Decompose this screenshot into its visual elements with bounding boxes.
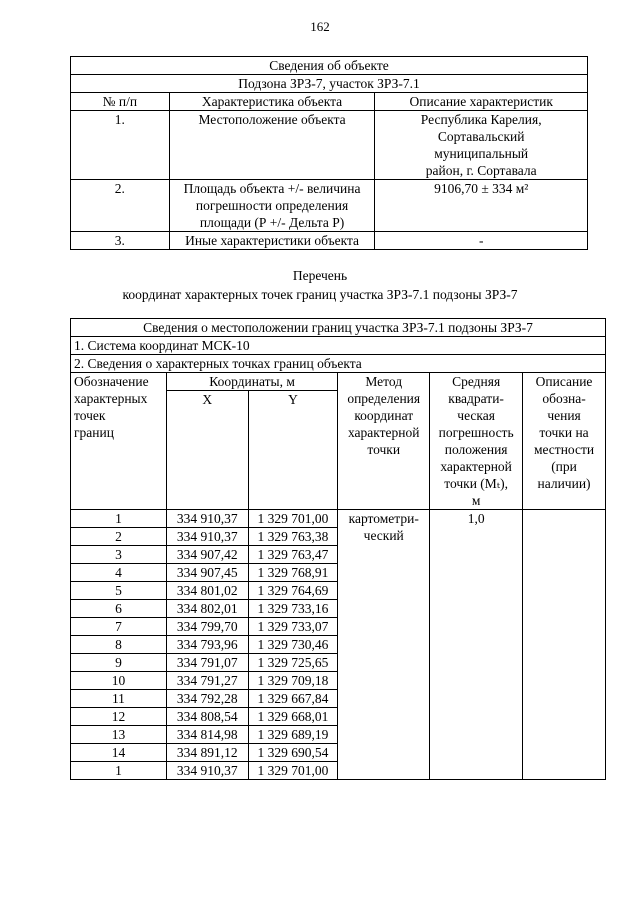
- point-id: 5: [71, 582, 167, 600]
- point-id: 10: [71, 672, 167, 690]
- object-info-row: [71, 180, 588, 232]
- description-line: муниципальный: [434, 146, 529, 161]
- point-x: 334 802,01: [166, 600, 248, 618]
- error-header-line: положения: [444, 442, 508, 457]
- object-info-subtitle: Подзона ЗРЗ-7, участок ЗРЗ-7.1: [71, 75, 588, 93]
- description-header-line: чения: [547, 408, 581, 423]
- point-y: 1 329 768,91: [248, 564, 338, 582]
- point-y: 1 329 667,84: [248, 690, 338, 708]
- description-header-line: местности: [533, 442, 595, 457]
- row-description: [375, 111, 588, 180]
- description-line: район, г. Сортавала: [425, 163, 537, 178]
- point-id: 6: [71, 600, 167, 618]
- header-number: № п/п: [71, 93, 170, 111]
- col-x: X: [166, 391, 248, 510]
- header-characteristic: Характеристика объекта: [169, 93, 375, 111]
- coords-title-row: [71, 319, 606, 337]
- characteristic-line: Площадь объекта +/- величина: [183, 181, 361, 196]
- method-value-line: картометри-: [348, 511, 419, 526]
- row-characteristic: [169, 111, 375, 180]
- object-info-table: [70, 56, 588, 250]
- point-y: 1 329 764,69: [248, 582, 338, 600]
- point-x: 334 910,37: [166, 528, 248, 546]
- col-y: Y: [248, 391, 338, 510]
- designation-header-line: границ: [74, 425, 114, 440]
- method-header-line: характерной: [347, 425, 420, 440]
- point-y: 1 329 763,38: [248, 528, 338, 546]
- object-info-subtitle-row: [71, 75, 588, 93]
- point-y: 1 329 689,19: [248, 726, 338, 744]
- object-info-row: [71, 232, 588, 250]
- point-id: 1: [71, 510, 167, 528]
- designation-header-line: характерных: [74, 391, 148, 406]
- coords-system: 1. Система координат МСК-10: [71, 337, 606, 355]
- point-id: 2: [71, 528, 167, 546]
- point-y: 1 329 668,01: [248, 708, 338, 726]
- description-header-line: (при: [551, 459, 577, 474]
- point-x: 334 808,54: [166, 708, 248, 726]
- point-row: [71, 510, 606, 528]
- point-y: 1 329 733,16: [248, 600, 338, 618]
- method-header-line: Метод: [365, 374, 403, 389]
- row-description: [375, 180, 588, 232]
- coords-points-header-row: [71, 355, 606, 373]
- point-x: 334 891,12: [166, 744, 248, 762]
- coords-points-header: 2. Сведения о характерных точках границ объекта: [71, 355, 606, 373]
- page-number: 162: [310, 19, 330, 34]
- point-y: 1 329 709,18: [248, 672, 338, 690]
- object-info-row: [71, 111, 588, 180]
- designation-header-line: Обозначение: [74, 374, 149, 389]
- point-id: 12: [71, 708, 167, 726]
- point-id: 3: [71, 546, 167, 564]
- point-x: 334 907,45: [166, 564, 248, 582]
- point-error: 1,0: [430, 510, 523, 780]
- point-x: 334 907,42: [166, 546, 248, 564]
- col-designation: [71, 373, 167, 510]
- point-y: 1 329 730,46: [248, 636, 338, 654]
- point-x: 334 791,27: [166, 672, 248, 690]
- error-header-line: квадрати-: [448, 391, 504, 406]
- error-header-line: погрешность: [438, 425, 514, 440]
- description-header-line: наличии): [537, 476, 591, 491]
- description-line: -: [478, 233, 484, 248]
- point-x: 334 792,28: [166, 690, 248, 708]
- point-x: 334 814,98: [166, 726, 248, 744]
- description-header-line: точки на: [539, 425, 589, 440]
- error-header-line: точки (Mₜ),: [444, 476, 509, 491]
- col-point-description: [523, 373, 606, 510]
- characteristic-line: Местоположение объекта: [198, 112, 346, 127]
- coords-system-row: [71, 337, 606, 355]
- point-id: 11: [71, 690, 167, 708]
- point-y: 1 329 733,07: [248, 618, 338, 636]
- col-method: [338, 373, 430, 510]
- characteristic-line: Иные характеристики объекта: [185, 233, 360, 248]
- point-y: 1 329 701,00: [248, 510, 338, 528]
- header-description: Описание характеристик: [375, 93, 588, 111]
- designation-header-line: точек: [74, 408, 106, 423]
- point-x: 334 799,70: [166, 618, 248, 636]
- object-info-header-row: [71, 93, 588, 111]
- description-line: Республика Карелия,: [420, 112, 542, 127]
- coords-col-header-row1: [71, 373, 606, 391]
- characteristic-line: погрешности определения: [195, 198, 349, 213]
- coords-title: Сведения о местоположении границ участка ЗРЗ-7.1 подзоны ЗРЗ-7: [71, 319, 606, 337]
- point-id: 1: [71, 762, 167, 780]
- object-info-title-row: [71, 57, 588, 75]
- row-number: 1.: [71, 111, 170, 180]
- point-y: 1 329 701,00: [248, 762, 338, 780]
- description-line: 9106,70 ± 334 м²: [434, 181, 529, 196]
- error-header-line: м: [471, 493, 481, 508]
- characteristic-line: площади (Р +/- Дельта Р): [199, 215, 345, 230]
- point-x: 334 791,07: [166, 654, 248, 672]
- point-id: 13: [71, 726, 167, 744]
- point-id: 4: [71, 564, 167, 582]
- error-header-line: Средняя: [452, 374, 501, 389]
- coordinates-table: [70, 318, 606, 780]
- row-number: 3.: [71, 232, 170, 250]
- point-id: 14: [71, 744, 167, 762]
- row-characteristic: [169, 180, 375, 232]
- row-number: 2.: [71, 180, 170, 232]
- col-error: [430, 373, 523, 510]
- point-id: 7: [71, 618, 167, 636]
- method-header-line: координат: [354, 408, 414, 423]
- row-description: [375, 232, 588, 250]
- error-header-line: ческая: [457, 408, 495, 423]
- point-y: 1 329 690,54: [248, 744, 338, 762]
- point-x: 334 910,37: [166, 762, 248, 780]
- object-info-title: Сведения об объекте: [71, 57, 588, 75]
- point-id: 8: [71, 636, 167, 654]
- point-x: 334 801,02: [166, 582, 248, 600]
- point-description: [523, 510, 606, 780]
- list-heading-line1: Перечень: [292, 268, 348, 283]
- point-y: 1 329 725,65: [248, 654, 338, 672]
- list-heading-line2: координат характерных точек границ участка ЗРЗ-7.1 подзоны ЗРЗ-7: [122, 287, 518, 302]
- list-heading: [0, 266, 640, 304]
- description-header-line: обозна-: [542, 391, 586, 406]
- error-header-line: характерной: [440, 459, 512, 474]
- description-line: Сортавальский: [437, 129, 525, 144]
- point-x: 334 910,37: [166, 510, 248, 528]
- method-header-line: точки: [367, 442, 401, 457]
- row-characteristic: [169, 232, 375, 250]
- method-header-line: определения: [347, 391, 421, 406]
- description-header-line: Описание: [535, 374, 593, 389]
- point-id: 9: [71, 654, 167, 672]
- point-y: 1 329 763,47: [248, 546, 338, 564]
- point-method: [338, 510, 430, 780]
- point-x: 334 793,96: [166, 636, 248, 654]
- method-value-line: ческий: [363, 528, 404, 543]
- col-coordinates: Координаты, м: [166, 373, 337, 391]
